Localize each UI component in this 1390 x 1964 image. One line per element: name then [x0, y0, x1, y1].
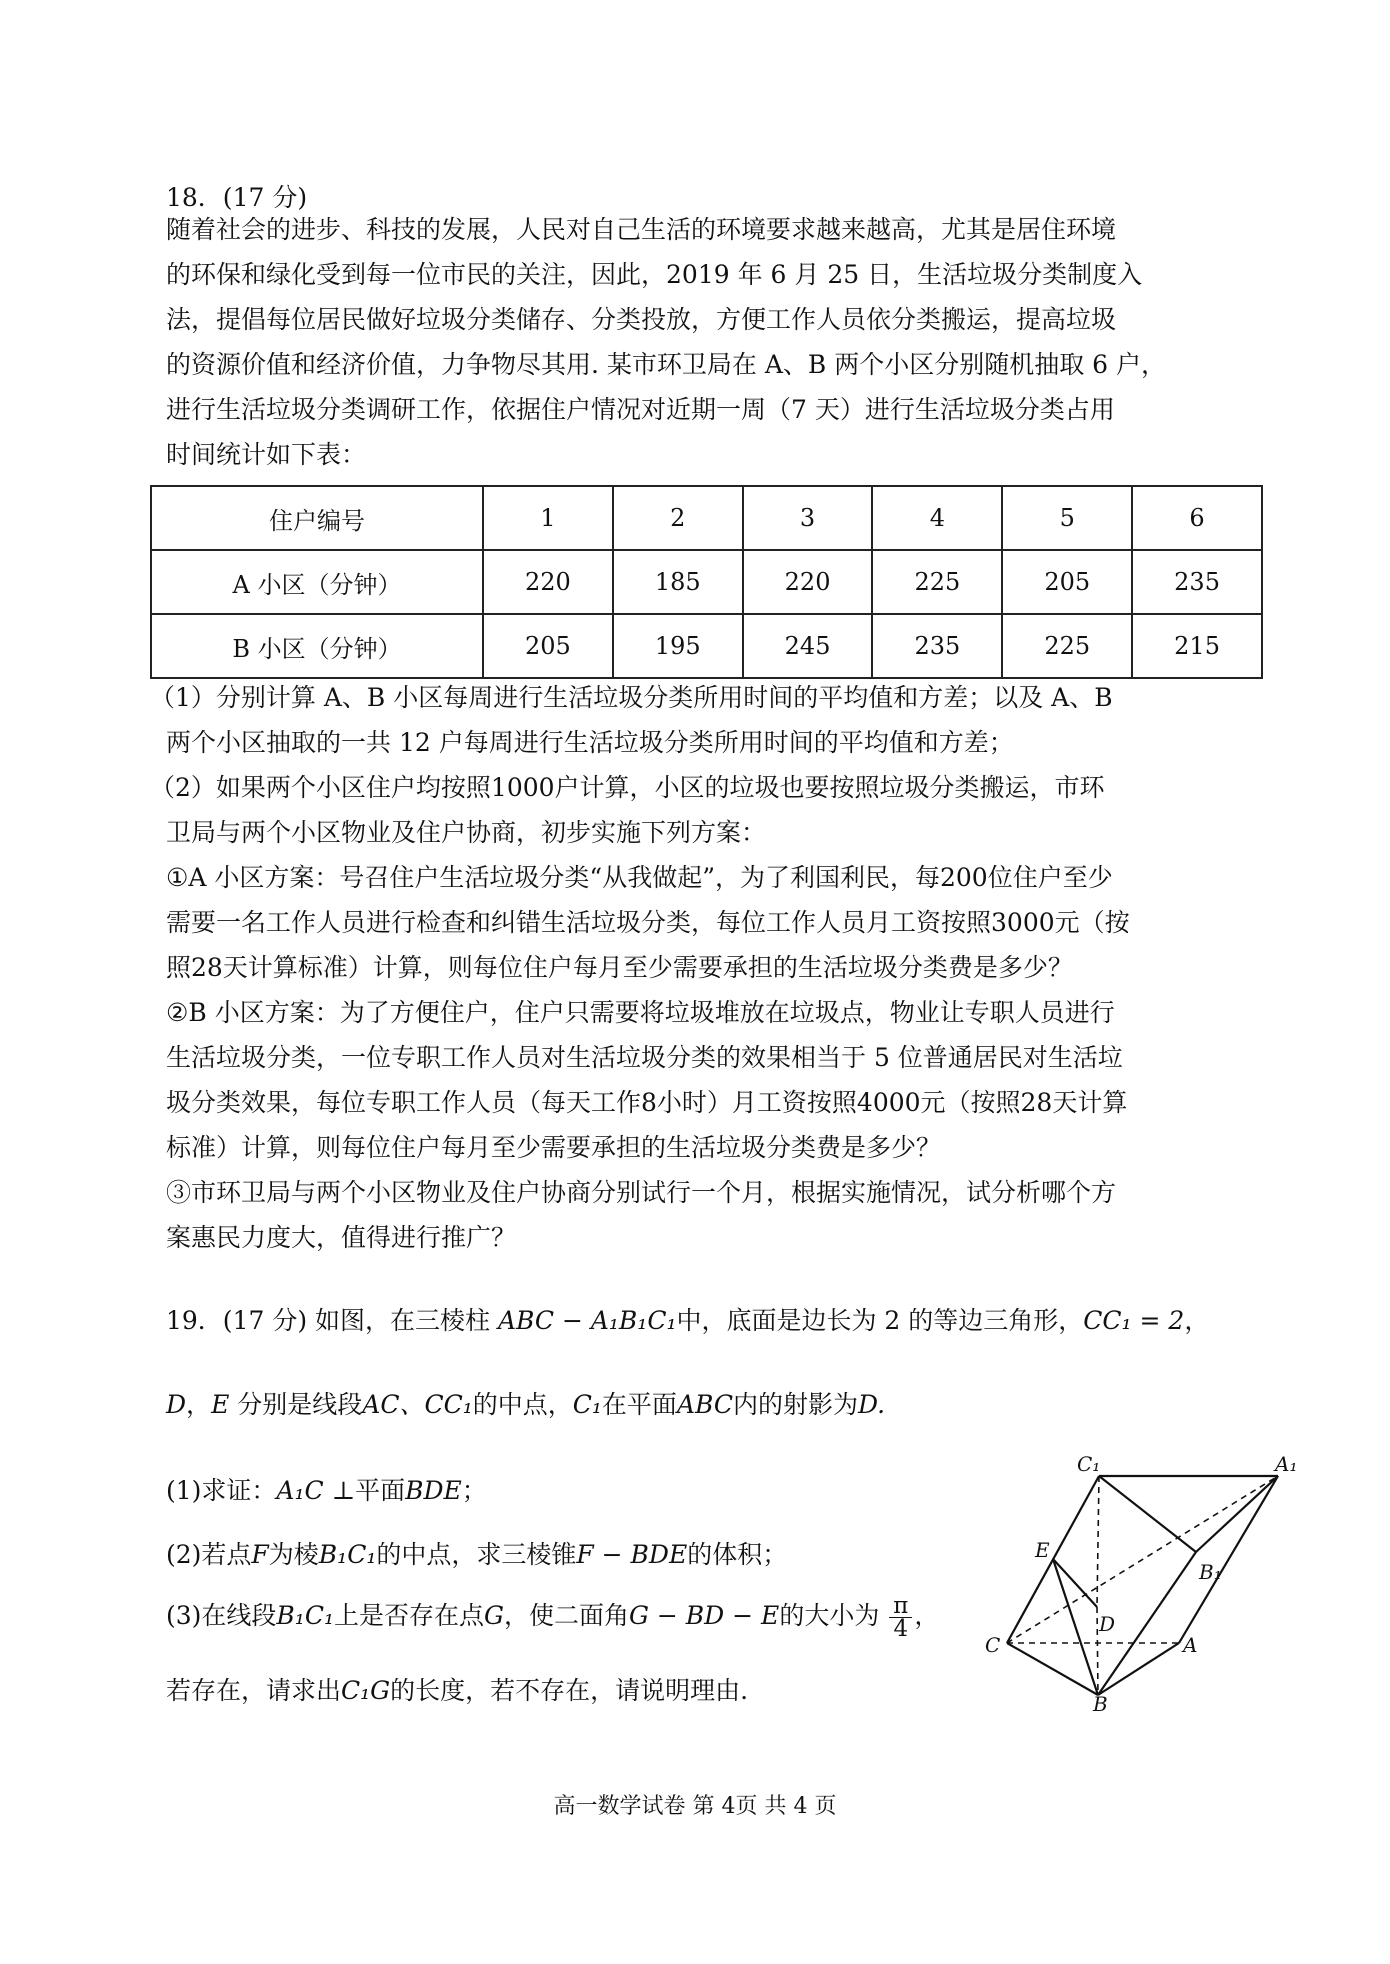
table-cell: 245	[743, 614, 873, 678]
q18-part1-line: （1）分别计算 A、B 小区每周进行生活垃圾分类所用时间的平均值和方差；以及 A、B	[150, 683, 1113, 712]
table-row	[151, 550, 1262, 614]
table-cell: 205	[483, 614, 613, 678]
q18-part2-line: 圾分类效果，每位专职工作人员（每天工作8小时）月工资按照4000元（按照28天计算	[166, 1088, 1128, 1117]
math-text: B₁C₁	[318, 1540, 377, 1569]
q19-text: 为棱	[268, 1540, 319, 1569]
table-cell: 1	[483, 486, 613, 550]
q19-part2	[166, 1540, 787, 1570]
math-text: BDE	[405, 1476, 462, 1505]
table-cell: 4	[872, 486, 1002, 550]
math-text: C₁	[572, 1390, 602, 1419]
table-cell: 215	[1132, 614, 1262, 678]
label-a: A	[1183, 1633, 1198, 1657]
q18-intro-line: 随着社会的进步、科技的发展，人民对自己生活的环境要求越来越高，尤其是居住环境	[166, 215, 1117, 244]
q19-text: 的大小为	[779, 1601, 880, 1630]
table-cell: 5	[1002, 486, 1132, 550]
prism-figure	[985, 1452, 1298, 1716]
label-e: E	[1035, 1538, 1050, 1562]
q19-text: (1)求证：	[166, 1476, 277, 1505]
table-cell: 220	[743, 550, 873, 614]
math-text: C₁G	[341, 1676, 391, 1705]
edge-c1-b1	[1099, 1476, 1196, 1552]
math-text: −	[554, 1306, 591, 1335]
math-text: A₁C ⊥	[276, 1476, 356, 1505]
q19-text: (3)在线段	[166, 1601, 277, 1630]
edge-a1-a	[1179, 1476, 1278, 1643]
q18-part2-line: 标准）计算，则每位住户每月至少需要承担的生活垃圾分类费是多少？	[166, 1133, 942, 1162]
math-text: CC₁ = 2	[1083, 1306, 1185, 1335]
q18-part2-line: 照28天计算标准）计算，则每位住户每月至少需要承担的生活垃圾分类费是多少？	[166, 953, 1073, 982]
q19-text: 上是否存在点	[333, 1601, 484, 1630]
q19-text: 分别是线段	[237, 1390, 363, 1419]
q19-text: (2)若点	[166, 1540, 252, 1569]
q19-text: 的中点，	[472, 1390, 573, 1419]
q18-part2-line: 生活垃圾分类，一位专职工作人员对生活垃圾分类的效果相当于 5 位普通居民对生活垃	[166, 1043, 1123, 1072]
q19-text: 的长度，若不存在，请说明理由.	[390, 1676, 749, 1705]
label-b1: B₁	[1199, 1560, 1222, 1584]
math-text: ABC	[497, 1306, 555, 1335]
q18-intro-line: 的环保和绿化受到每一位市民的关注，因此，2019 年 6 月 25 日，生活垃圾分类制度入	[166, 260, 1143, 289]
q18-intro-line: 法，提倡每位居民做好垃圾分类储存、分类投放，方便工作人员依分类搬运，提高垃圾	[166, 305, 1117, 334]
q19-text: ，	[914, 1601, 940, 1630]
q19-text: 平面	[355, 1476, 406, 1505]
math-text: D.	[857, 1390, 886, 1419]
table-cell: 185	[613, 550, 743, 614]
math-text: ABC	[676, 1390, 733, 1419]
edge-b-a	[1098, 1643, 1179, 1695]
table-cell: 220	[483, 550, 613, 614]
edge-a1-b1	[1196, 1476, 1278, 1552]
math-text: G	[483, 1601, 504, 1630]
table-cell: 2	[613, 486, 743, 550]
q19-text: 在平面	[601, 1390, 677, 1419]
q18-intro-line: 进行生活垃圾分类调研工作，依据住户情况对近期一周（7 天）进行生活垃圾分类占用	[166, 395, 1115, 424]
q19-text: 的中点，求三棱锥	[376, 1540, 577, 1569]
math-text: B₁C₁	[276, 1601, 334, 1630]
q19-text: ，	[186, 1390, 212, 1419]
q19-text: 若存在，请求出	[166, 1676, 342, 1705]
q18-part2-line: ②B 小区方案：为了方便住户，住户只需要将垃圾堆放在垃圾点，物业让专职人员进行	[166, 998, 1115, 1027]
q19-text: 中，底面是边长为 2 的等边三角形，	[676, 1306, 1084, 1335]
table-row	[151, 614, 1262, 678]
table-cell: 225	[1002, 614, 1132, 678]
table-header-row	[151, 486, 1262, 550]
q19-text: 的体积；	[687, 1540, 788, 1569]
q19-part1	[166, 1476, 487, 1506]
q19-line-1	[166, 1306, 1209, 1336]
q19-text: ，	[1184, 1306, 1210, 1335]
math-text: A₁B₁C₁	[590, 1306, 677, 1335]
edge-e-d	[1053, 1559, 1097, 1607]
table-cell: 195	[613, 614, 743, 678]
q18-part2-line: 卫局与两个小区物业及住户协商，初步实施下列方案：	[166, 818, 767, 847]
label-a1: A₁	[1275, 1452, 1298, 1476]
time-table	[150, 485, 1263, 679]
q19-line-2	[166, 1390, 885, 1420]
table-cell: 3	[743, 486, 873, 550]
edge-e-b	[1053, 1559, 1098, 1695]
q18-part2-line: 需要一名工作人员进行检查和纠错生活垃圾分类，每位工作人员月工资按照3000元（按	[166, 908, 1130, 937]
label-b: B	[1093, 1692, 1108, 1716]
q18-intro-line: 时间统计如下表：	[166, 440, 367, 469]
page-footer: 高一数学试卷 第 4页 共 4 页	[553, 1794, 837, 1819]
pi-over-4-fraction	[889, 1595, 912, 1640]
q18-header: 18．(17 分)	[166, 183, 308, 212]
q18-part1-line: 两个小区抽取的一共 12 户每周进行生活垃圾分类所用时间的平均值和方差；	[166, 728, 1014, 757]
q19-text: 内的射影为	[732, 1390, 858, 1419]
fraction-denominator: 4	[893, 1616, 909, 1642]
q19-last-line	[166, 1676, 748, 1706]
label-c1: C₁	[1077, 1452, 1101, 1476]
math-text: AC、CC₁	[362, 1390, 473, 1419]
table-cell: A 小区（分钟）	[151, 550, 483, 614]
q19-text: ，使二面角	[503, 1601, 629, 1630]
math-text: G − BD − E	[628, 1601, 780, 1630]
q18-part2-line: （2）如果两个小区住户均按照1000户计算，小区的垃圾也要按照垃圾分类搬运，市环	[150, 773, 1105, 802]
q18-part2-line: ③市环卫局与两个小区物业及住户协商分别试行一个月，根据实施情况，试分析哪个方	[166, 1178, 1117, 1207]
fraction-numerator: π	[889, 1595, 912, 1618]
q19-part3	[166, 1588, 939, 1644]
table-cell: 235	[872, 614, 1002, 678]
table-cell: 205	[1002, 550, 1132, 614]
table-cell: 235	[1132, 550, 1262, 614]
q18-part2-line: ①A 小区方案：号召住户生活垃圾分类“从我做起”，为了利国利民，每200位住户至少	[166, 863, 1113, 892]
q18-part2-line: 案惠民力度大，值得进行推广？	[166, 1223, 517, 1252]
math-text: D	[166, 1390, 187, 1419]
table-cell: 225	[872, 550, 1002, 614]
table-cell: 住户编号	[151, 486, 483, 550]
label-d: D	[1099, 1612, 1116, 1636]
math-text: F	[251, 1540, 269, 1569]
q18-intro-line: 的资源价值和经济价值，力争物尽其用. 某市环卫局在 A、B 两个小区分别随机抽取 6 户，	[166, 350, 1167, 379]
label-c: C	[985, 1633, 1001, 1657]
math-text: E	[211, 1390, 230, 1419]
table-cell: 6	[1132, 486, 1262, 550]
segment-c1-d-hidden	[1097, 1476, 1099, 1607]
segment-d-b-hidden	[1097, 1607, 1098, 1695]
q19-text: ；	[461, 1476, 487, 1505]
table-cell: B 小区（分钟）	[151, 614, 483, 678]
q19-header: 19．(17 分) 如图，在三棱柱	[166, 1306, 491, 1335]
math-text: F − BDE	[576, 1540, 688, 1569]
